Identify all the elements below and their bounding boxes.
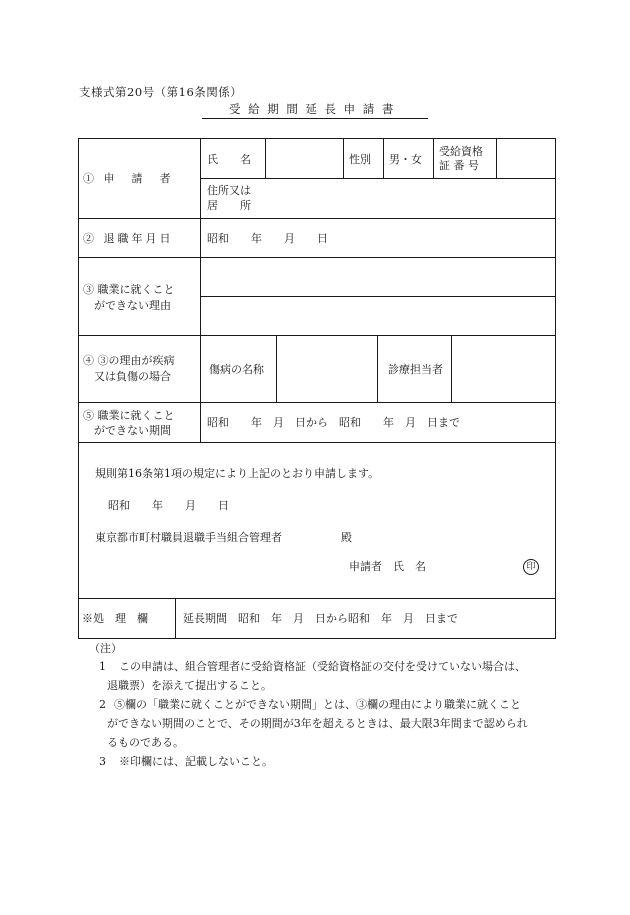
row-divider bbox=[78, 218, 556, 219]
processing-value: 延長期間 昭和 年 月 日から昭和 年 月 日まで bbox=[183, 612, 458, 625]
table-border-right bbox=[555, 138, 556, 639]
retirement-date-label: ② 退職年月日 bbox=[83, 232, 174, 245]
table-border-bottom bbox=[78, 638, 556, 639]
sex-options[interactable]: 男・女 bbox=[389, 153, 422, 166]
table-border-top bbox=[78, 138, 556, 139]
declaration-date[interactable]: 昭和 年 月 日 bbox=[108, 499, 229, 512]
column-divider bbox=[383, 138, 384, 178]
period-label-line1: ⑤ 職業に就くこと bbox=[83, 409, 175, 422]
form-number: 支様式第20号（第16条関係） bbox=[79, 85, 243, 99]
reason-label-line1: ③ 職業に就くこと bbox=[83, 283, 175, 296]
retirement-date-value[interactable]: 昭和 年 月 日 bbox=[207, 232, 328, 245]
address-label-line2: 居 所 bbox=[207, 199, 251, 212]
notes-heading: （注） bbox=[89, 642, 122, 655]
note-text-line: ⑤欄の「職業に就くことができない期間」とは、③欄の理由により職業に就くこと bbox=[114, 698, 521, 711]
note-text-line: この申請は、組合管理者に受給資格証（受給資格証の交付を受けていない場合は、 bbox=[119, 660, 526, 673]
sex-label: 性別 bbox=[349, 153, 371, 166]
certificate-label-line1: 受給資格 bbox=[439, 145, 483, 158]
column-divider bbox=[200, 138, 201, 442]
note-number: 3 bbox=[99, 755, 106, 768]
column-divider bbox=[377, 335, 378, 402]
row-divider bbox=[78, 442, 556, 443]
note-text-line: ができない期間のことで、その期間が3年を超えるときは、最大限3年間まで認められ bbox=[107, 717, 528, 730]
note-number: 1 bbox=[99, 660, 106, 673]
addressee: 東京都市町村職員退職手当組合管理者 bbox=[95, 531, 282, 544]
signer-label: 申請者 氏 名 bbox=[349, 560, 426, 573]
column-divider bbox=[175, 598, 176, 638]
row-divider bbox=[78, 257, 556, 258]
column-divider bbox=[276, 335, 277, 402]
reason-field-line2[interactable] bbox=[207, 309, 547, 324]
address-label-line1: 住所又は bbox=[207, 184, 251, 197]
seal-mark: 印 bbox=[523, 559, 539, 575]
row-divider bbox=[78, 335, 556, 336]
disease-name-field[interactable] bbox=[282, 362, 372, 377]
note-text-line: 退職票）を添えて提出すること。 bbox=[107, 679, 272, 692]
column-divider bbox=[343, 138, 344, 178]
certificate-number-field[interactable] bbox=[500, 152, 552, 167]
period-label-line2: ができない期間 bbox=[94, 424, 171, 437]
processing-label: ※処 理 欄 bbox=[82, 612, 148, 625]
note-text-line: ※印欄には、記載しないこと。 bbox=[119, 755, 273, 768]
row-divider bbox=[78, 598, 556, 599]
row-divider bbox=[200, 178, 556, 179]
row-divider bbox=[200, 296, 556, 297]
addressee-honorific: 殿 bbox=[341, 531, 352, 544]
declaration-statement: 規則第16条第1項の規定により上記のとおり申請します。 bbox=[95, 467, 380, 480]
note-text-line: るものである。 bbox=[107, 736, 184, 749]
column-divider bbox=[265, 138, 266, 178]
applicant-label: ① 申 請 者 bbox=[83, 172, 174, 185]
column-divider bbox=[496, 138, 497, 178]
name-field[interactable] bbox=[270, 152, 340, 167]
column-divider bbox=[433, 138, 434, 178]
reason-field-line1[interactable] bbox=[207, 270, 547, 285]
doctor-field[interactable] bbox=[457, 362, 551, 377]
document-title: 受給期間延長申請書 bbox=[202, 101, 428, 119]
name-label: 氏 名 bbox=[207, 153, 251, 166]
column-divider bbox=[451, 335, 452, 402]
illness-label-line1: ④ ③の理由が疾病 bbox=[83, 354, 175, 367]
address-field[interactable] bbox=[270, 190, 550, 205]
reason-label-line2: ができない理由 bbox=[94, 299, 171, 312]
disease-name-label: 傷病の名称 bbox=[209, 363, 264, 376]
illness-label-line2: 又は負傷の場合 bbox=[94, 370, 171, 383]
period-value[interactable]: 昭和 年 月 日から 昭和 年 月 日まで bbox=[207, 416, 460, 429]
table-border-left bbox=[78, 138, 79, 639]
certificate-label-line2: 証 番 号 bbox=[439, 159, 479, 172]
row-divider bbox=[78, 402, 556, 403]
doctor-label: 診療担当者 bbox=[388, 363, 443, 376]
note-number: 2 bbox=[99, 698, 106, 711]
